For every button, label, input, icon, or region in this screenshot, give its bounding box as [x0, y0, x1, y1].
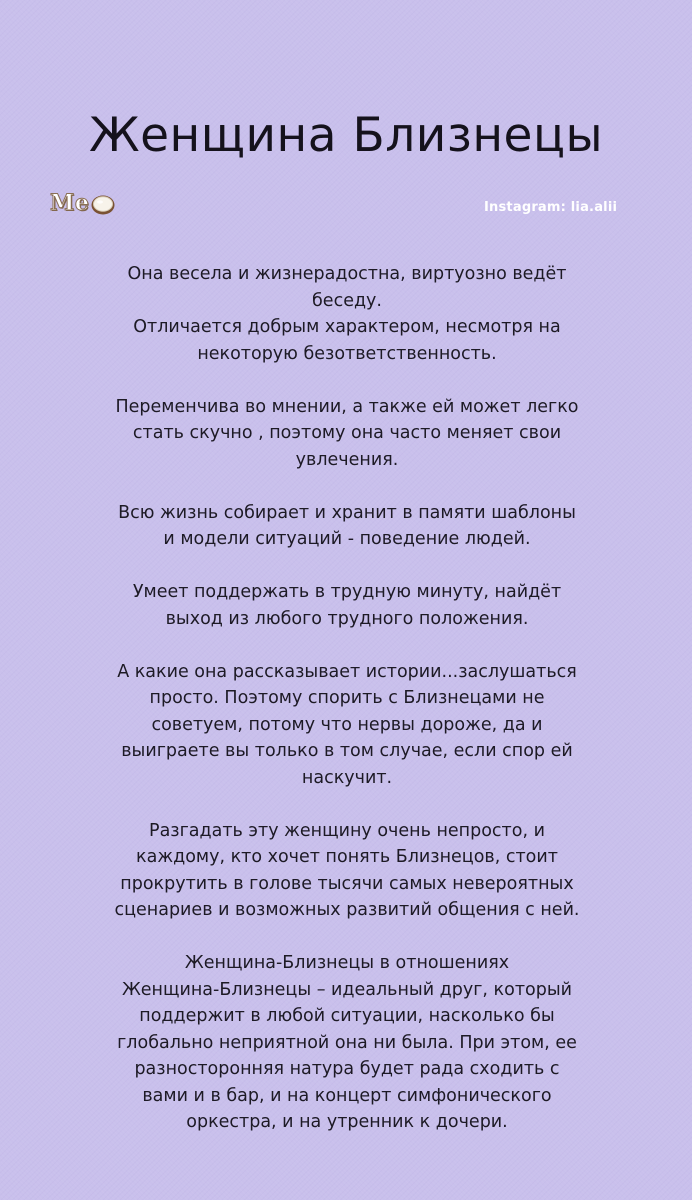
- paragraph-cheerful: [28, 261, 666, 367]
- paragraph-changeable: [28, 394, 666, 474]
- paragraph-relationships: [28, 950, 666, 1136]
- text-line: просто. Поэтому спорить с Близнецами не: [149, 688, 545, 708]
- text-line: каждому, кто хочет понять Близнецов, стоит: [136, 847, 558, 867]
- me-sticker: [50, 190, 116, 216]
- text-line: стать скучно , поэтому она часто меняет свои: [132, 423, 562, 443]
- text-line: Всю жизнь собирает и хранит в памяти шаблоны: [118, 502, 576, 523]
- text-line: советуем, потому что нервы дороже, да и: [151, 714, 543, 735]
- text-line: оркестра, и на утренник к дочери.: [186, 1112, 508, 1132]
- text-line: наскучит.: [301, 767, 393, 788]
- text-line: сценариев и возможных развитий общения с ней.: [114, 900, 580, 920]
- text-line: Женщина-Близнецы – идеальный друг, который: [121, 979, 573, 1000]
- text-line: беседу.: [312, 290, 382, 311]
- text-line: выиграете вы только в том случае, если спор ей: [121, 741, 573, 761]
- paragraph-support: [28, 579, 666, 632]
- text-line: Женщина-Близнецы в отношениях: [184, 953, 510, 973]
- text-line: прокрутить в голове тысячи самых невероятных: [120, 873, 574, 894]
- me-sticker-label: Me: [50, 190, 90, 216]
- text-line: Разгадать эту женщину очень непросто, и: [149, 820, 545, 841]
- text-line: увлечения.: [295, 449, 399, 470]
- text-line: А какие она рассказывает истории...заслушаться: [117, 661, 577, 682]
- story-body: [28, 261, 666, 1136]
- paragraph-mystery: [28, 818, 666, 924]
- text-line: Переменчива во мнении, а также ей может легко: [115, 396, 579, 417]
- paragraph-stories: [28, 659, 666, 792]
- paragraph-memory: [28, 500, 666, 553]
- text-line: глобально неприятной она ни была. При этом, ее: [117, 1032, 577, 1053]
- instagram-tag: Instagram: lia.alii: [484, 200, 618, 215]
- text-line: Отличается добрым характером, несмотря на: [133, 317, 561, 337]
- story-title: Женщина Близнецы: [88, 108, 604, 163]
- text-line: выход из любого трудного положения.: [165, 608, 529, 629]
- text-line: разносторонняя натура будет рада сходить с: [134, 1059, 560, 1079]
- text-line: вами и в бар, и на концерт симфонического: [142, 1085, 552, 1106]
- text-line: поддержит в любой ситуации, насколько бы: [139, 1006, 555, 1026]
- text-line: и модели ситуаций - поведение людей.: [163, 529, 531, 549]
- text-line: Умеет поддержать в трудную минуту, найдёт: [132, 582, 562, 602]
- text-line: некоторую безответственность.: [197, 343, 497, 364]
- text-line: Она весела и жизнерадостна, виртуозно ведёт: [127, 264, 567, 284]
- coconut-icon: [90, 192, 116, 216]
